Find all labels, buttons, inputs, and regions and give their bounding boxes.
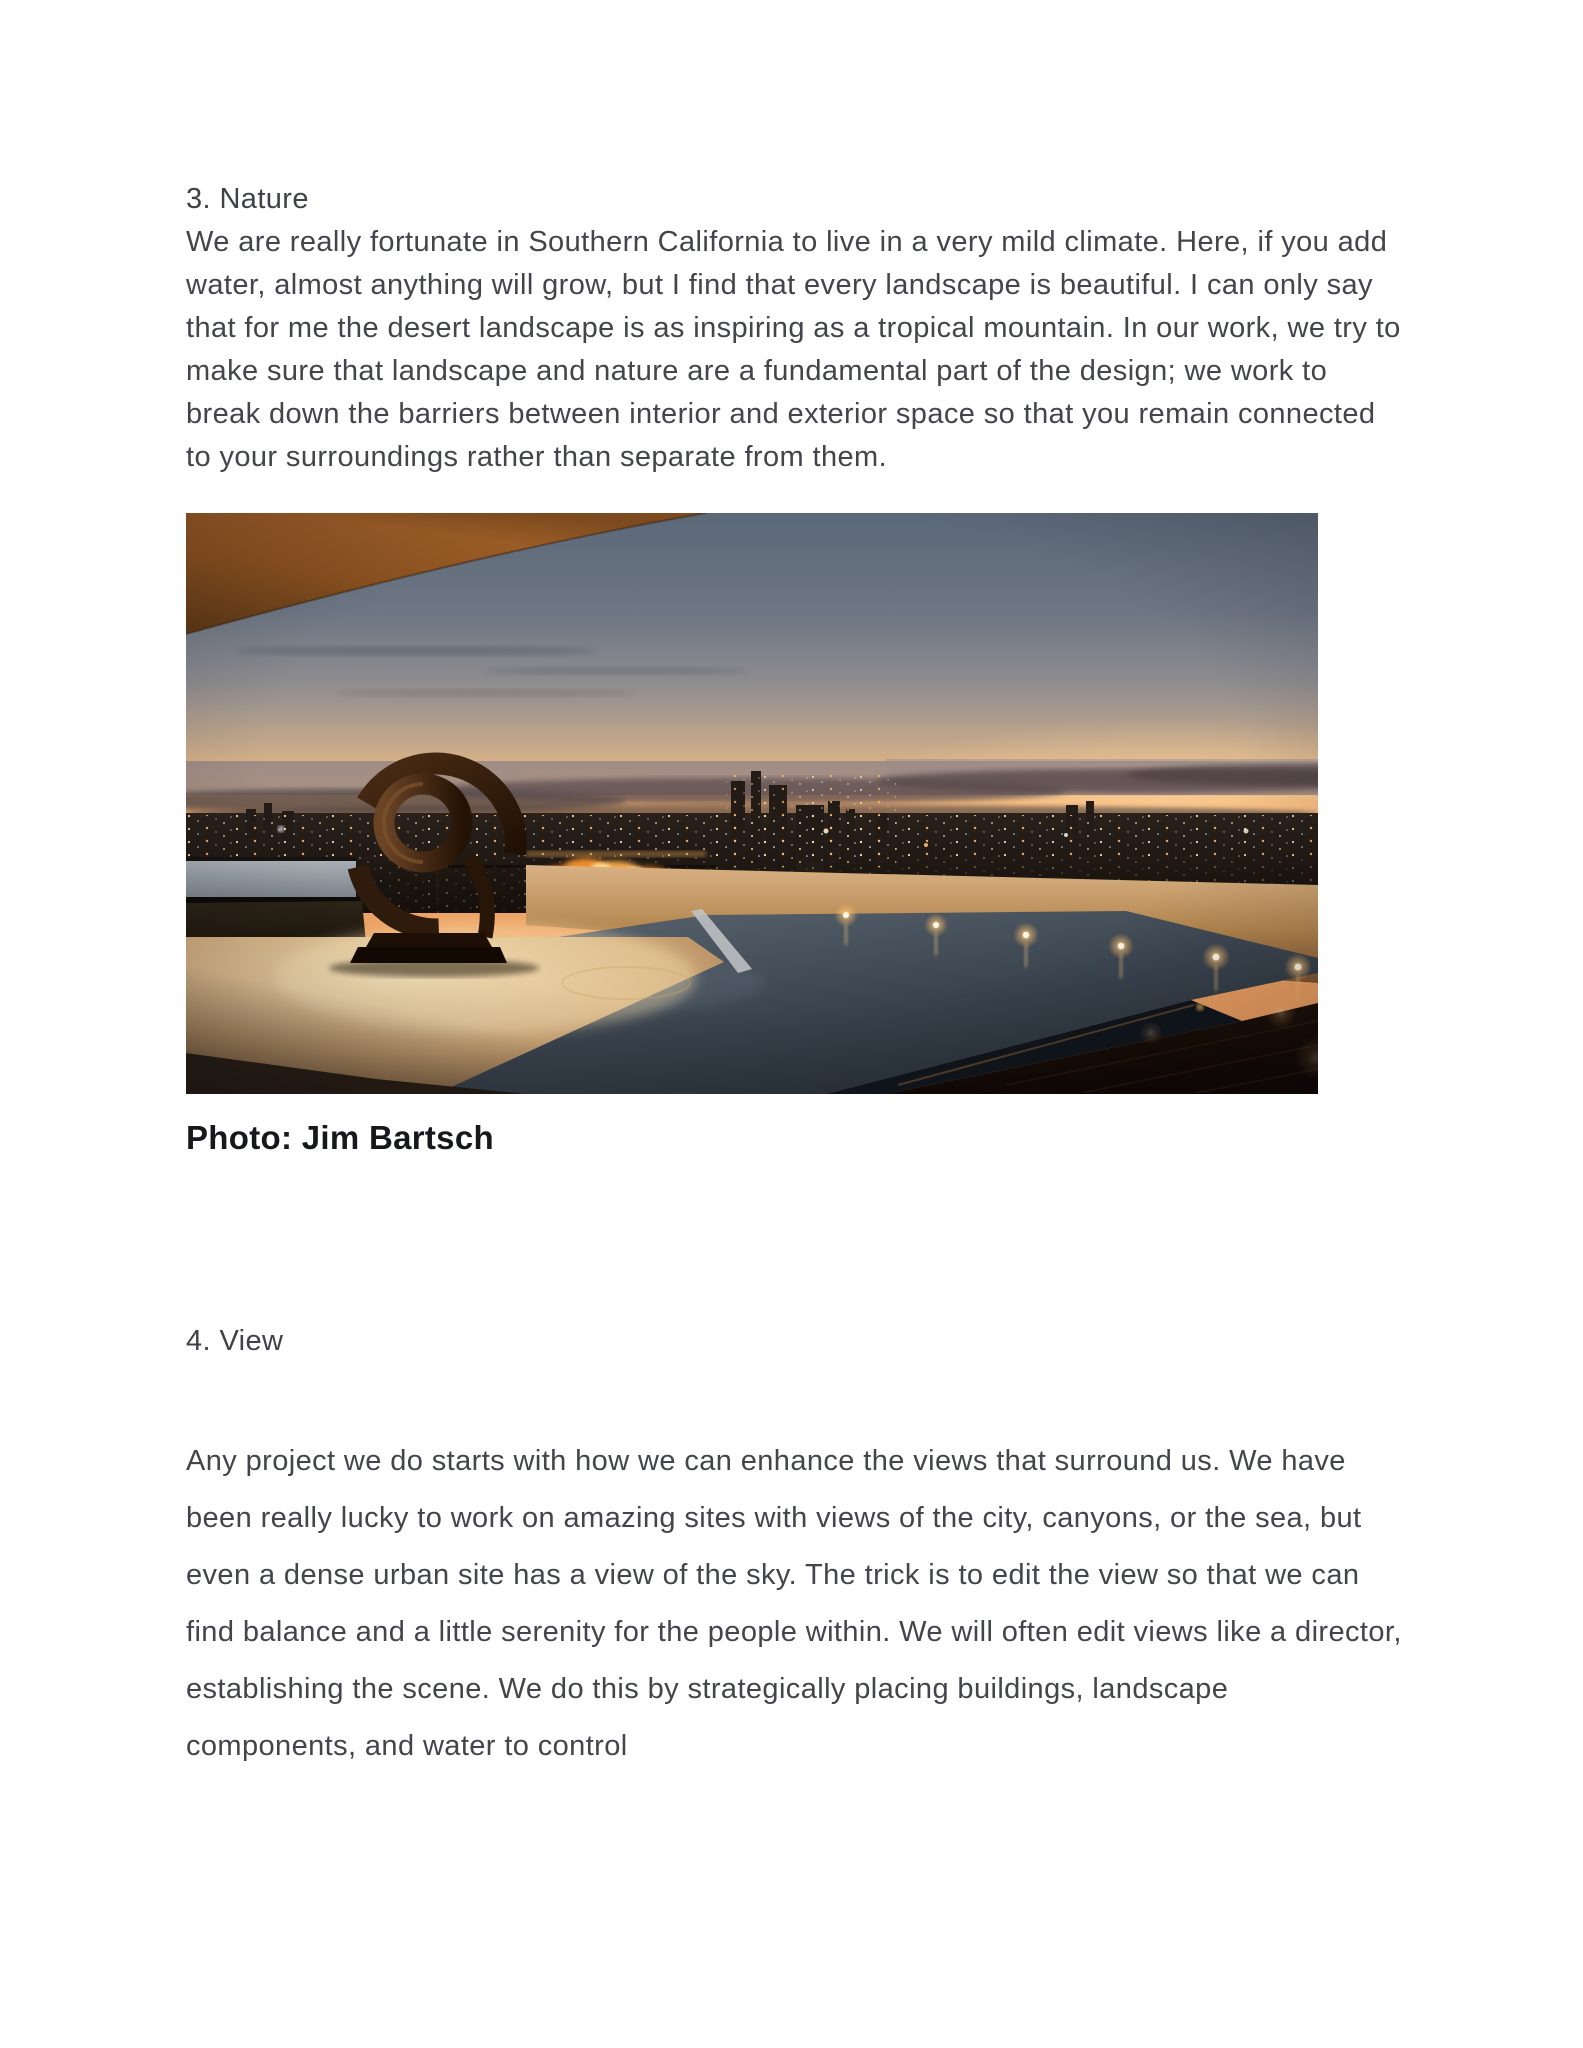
section-3-heading: 3. Nature — [186, 183, 309, 215]
photo-caption: Photo: Jim Bartsch — [186, 1119, 494, 1156]
section-4-heading: 4. View — [186, 1325, 284, 1357]
terrace-sunset-photo — [186, 513, 1318, 1094]
section-3-paragraph: We are really fortunate in Southern California to live in a very mild climate. Here, if you add water, almost anything will grow, but I find that every landscape is beautiful. I can only say that for me the desert landscape is as inspiring as a tropical mountain. In our work, we try to make sure that landscape and nature are a fundamental part of the design; we work to break down the barriers between interior and exterior space so that you remain connected to your surroundings rather than separate from them. — [186, 226, 1401, 473]
photo-vignette — [186, 513, 1318, 1094]
terrace-photo-figure — [186, 513, 1403, 1158]
section-4-paragraph: Any project we do starts with how we can enhance the views that surround us. We have been really lucky to work on amazing sites with views of the city, canyons, or the sea, but even a dense urban site has a view of the sky. The trick is to edit the view so that we can find balance and a little serenity for the people within. We will often edit views like a director, establishing the scene. We do this by strategically placing buildings, landscape components, and water to control — [186, 1445, 1402, 1762]
